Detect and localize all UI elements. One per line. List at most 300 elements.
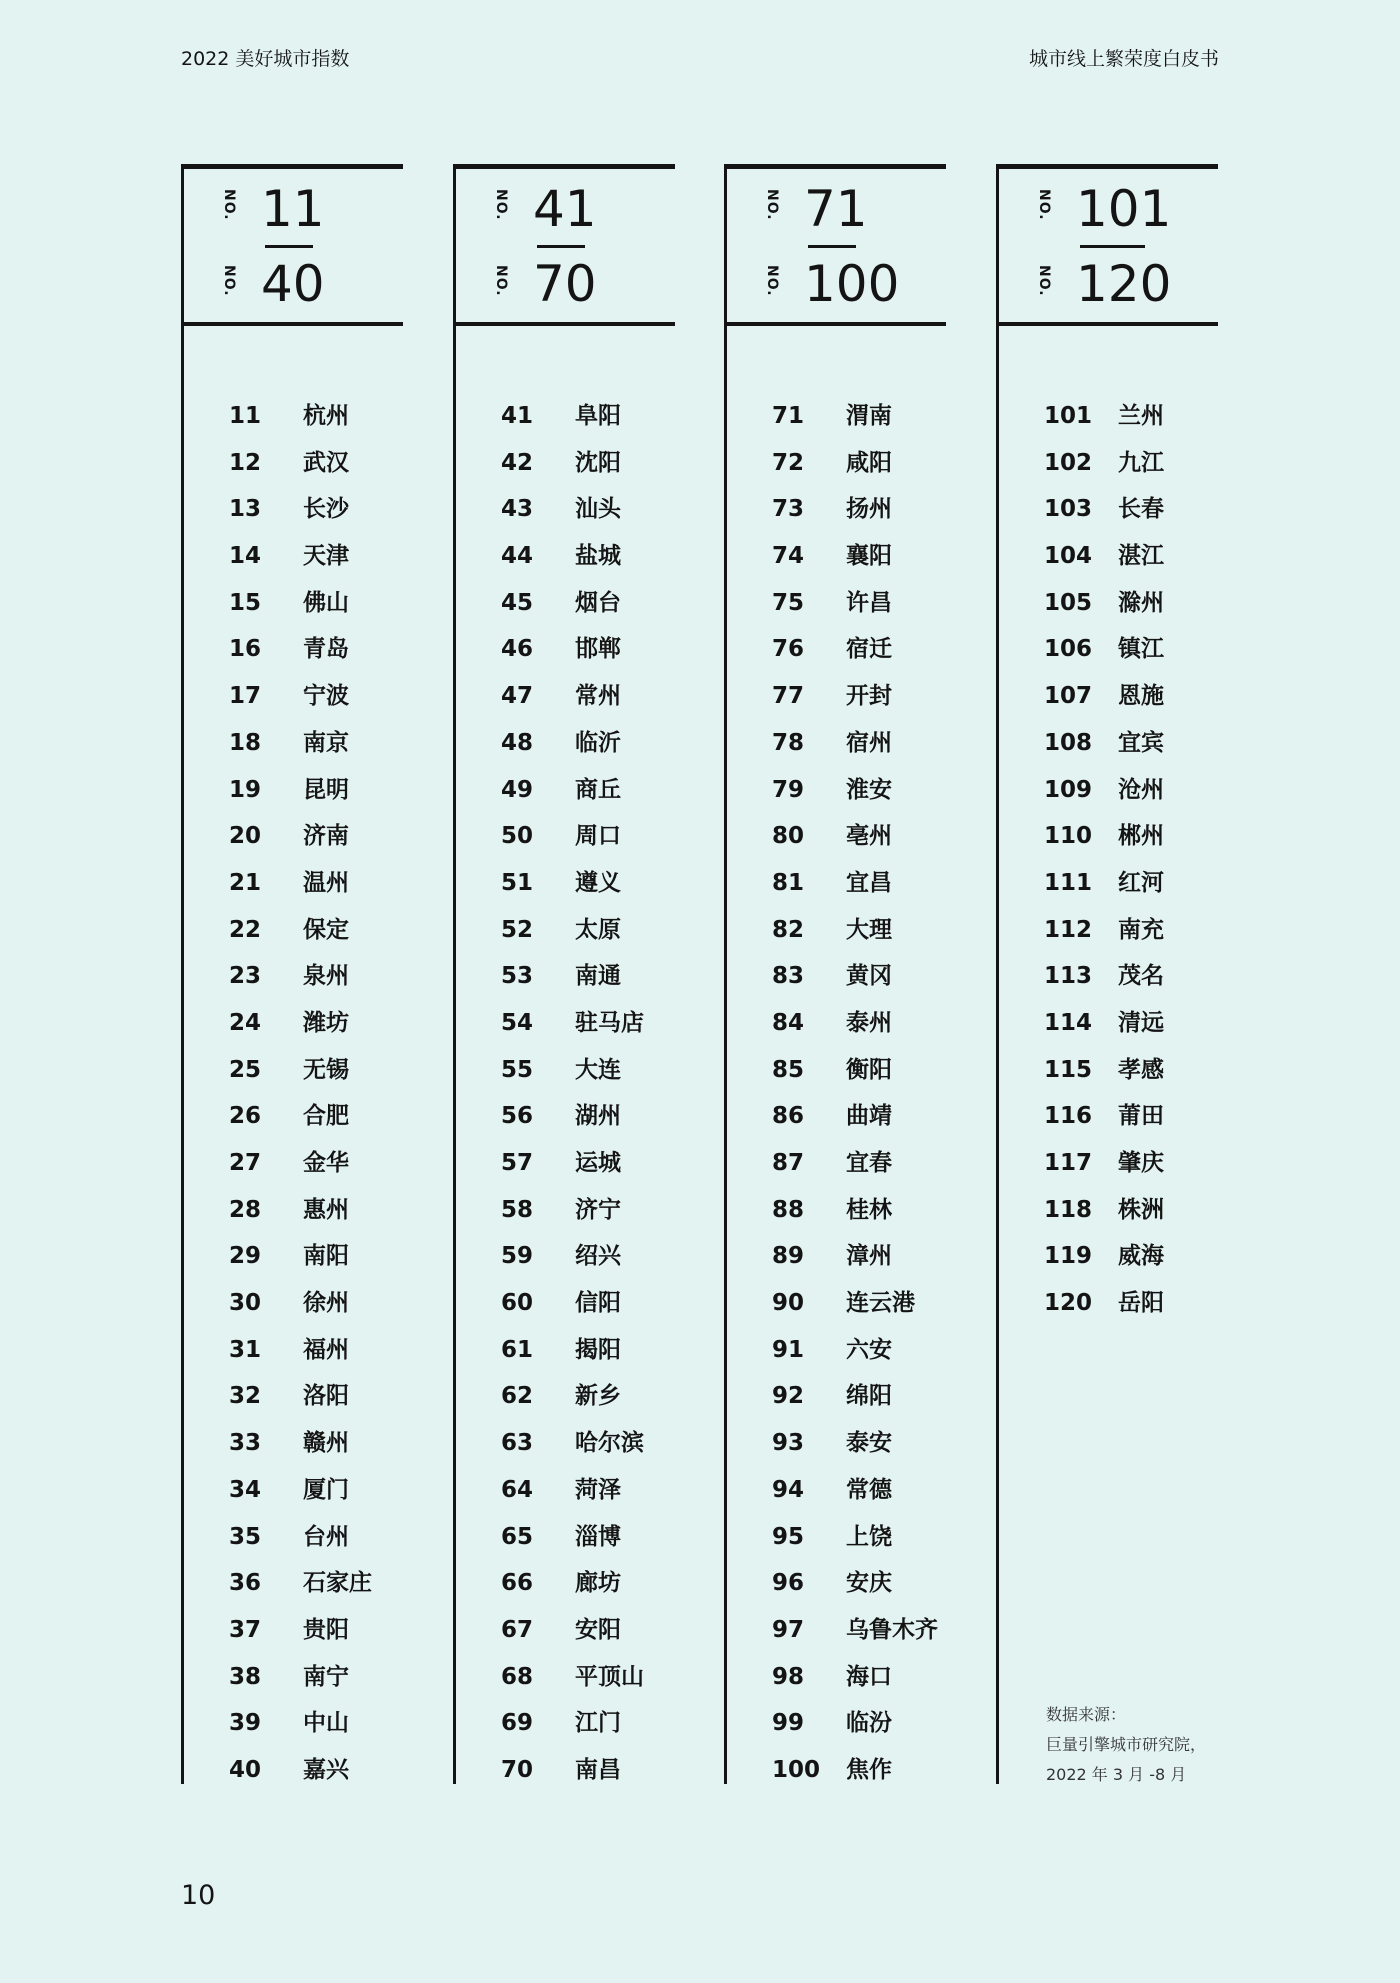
- rank-item: [772, 1654, 938, 1701]
- range-divider: [808, 245, 856, 248]
- city-name: 福州: [303, 1336, 349, 1363]
- rank-number: 64: [501, 1476, 534, 1503]
- rank-number: 74: [772, 543, 805, 570]
- rank-item: [229, 1514, 372, 1561]
- rank-item: [1044, 1140, 1164, 1187]
- city-name: 恩施: [1118, 683, 1164, 710]
- city-name: 绵阳: [846, 1383, 892, 1410]
- city-name: 泰安: [846, 1430, 892, 1457]
- rank-item: [229, 580, 372, 627]
- city-name: 贵阳: [303, 1616, 349, 1643]
- rank-number: 113: [1044, 963, 1093, 990]
- city-name: 石家庄: [303, 1570, 372, 1597]
- rank-number: 65: [501, 1523, 534, 1550]
- rank-item: [229, 953, 372, 1000]
- rank-item: [1044, 533, 1164, 580]
- range-divider: [265, 245, 313, 248]
- rank-item: [501, 1514, 644, 1561]
- rank-column: [724, 164, 946, 1784]
- rank-number: 114: [1044, 1009, 1093, 1036]
- rank-item: [229, 860, 372, 907]
- rank-item: [229, 1187, 372, 1234]
- city-name: 汕头: [575, 496, 621, 523]
- rank-item: [501, 1654, 644, 1701]
- city-name: 茂名: [1118, 963, 1164, 990]
- rank-number: 24: [229, 1009, 262, 1036]
- city-name: 滁州: [1118, 589, 1164, 616]
- rank-number: 21: [229, 869, 262, 896]
- city-name: 江门: [575, 1710, 621, 1737]
- city-name: 镇江: [1118, 636, 1164, 663]
- rank-number: 106: [1044, 636, 1093, 663]
- city-name: 泰州: [846, 1009, 892, 1036]
- city-name: 襄阳: [846, 543, 892, 570]
- city-name: 沧州: [1118, 776, 1164, 803]
- city-name: 清远: [1118, 1009, 1164, 1036]
- city-name: 邯郸: [575, 636, 621, 663]
- rank-number: 58: [501, 1196, 534, 1223]
- city-name: 九江: [1118, 449, 1164, 476]
- column-left-rule: [724, 164, 727, 1784]
- rank-item: [229, 907, 372, 954]
- rank-number: 50: [501, 823, 534, 850]
- rank-number: 119: [1044, 1243, 1093, 1270]
- city-name: 红河: [1118, 869, 1164, 896]
- city-name: 太原: [575, 916, 621, 943]
- rank-item: [229, 533, 372, 580]
- city-name: 宜昌: [846, 869, 892, 896]
- rank-item: [772, 1373, 938, 1420]
- rank-item: [229, 1140, 372, 1187]
- rank-item: [229, 1607, 372, 1654]
- header-left-title: 2022 美好城市指数: [181, 48, 350, 70]
- rank-number: 43: [501, 496, 534, 523]
- rank-number: 20: [229, 823, 262, 850]
- rank-item: [1044, 1047, 1164, 1094]
- city-name: 新乡: [575, 1383, 621, 1410]
- city-name: 漳州: [846, 1243, 892, 1270]
- rank-number: 89: [772, 1243, 805, 1270]
- city-name: 无锡: [303, 1056, 349, 1083]
- rank-number: 51: [501, 869, 534, 896]
- rank-item: [772, 1233, 938, 1280]
- city-name: 运城: [575, 1150, 621, 1176]
- rank-item: [772, 907, 938, 954]
- rank-number: 76: [772, 636, 805, 663]
- city-name: 厦门: [303, 1476, 349, 1503]
- city-name: 宁波: [303, 683, 349, 710]
- city-name: 开封: [846, 683, 892, 710]
- rank-number: 105: [1044, 589, 1093, 616]
- rank-number: 19: [229, 776, 262, 803]
- rank-column: [453, 164, 675, 1784]
- rank-number: 116: [1044, 1103, 1093, 1130]
- rank-item: [1044, 767, 1164, 814]
- rank-item: [1044, 1280, 1164, 1327]
- rank-number: 46: [501, 636, 534, 663]
- rank-item: [229, 1747, 372, 1794]
- rank-number: 66: [501, 1570, 534, 1597]
- rank-item: [772, 393, 938, 440]
- header-right-title: 城市线上繁荣度白皮书: [1028, 48, 1219, 70]
- rank-item: [1044, 720, 1164, 767]
- no-label: NO.: [1036, 265, 1052, 297]
- rank-item: [772, 1000, 938, 1047]
- rank-item: [229, 393, 372, 440]
- rank-number: 27: [229, 1150, 262, 1176]
- rank-item: [229, 767, 372, 814]
- rank-item: [229, 1000, 372, 1047]
- rank-number: 18: [229, 729, 262, 756]
- rank-number: 26: [229, 1103, 262, 1130]
- rank-list: [501, 393, 644, 1794]
- rank-item: [1044, 860, 1164, 907]
- rank-number: 47: [501, 683, 534, 710]
- rank-number: 88: [772, 1196, 805, 1223]
- rank-item: [501, 1607, 644, 1654]
- rank-number: 62: [501, 1383, 534, 1410]
- range-start: 71: [804, 180, 868, 238]
- rank-number: 39: [229, 1710, 262, 1737]
- no-label: NO.: [493, 265, 509, 297]
- rank-number: 71: [772, 403, 805, 429]
- data-source-note: [1046, 1700, 1206, 1790]
- rank-number: 92: [772, 1383, 805, 1410]
- rank-item: [772, 1327, 938, 1374]
- rank-item: [1044, 1233, 1164, 1280]
- city-name: 廊坊: [575, 1570, 621, 1597]
- rank-number: 80: [772, 823, 805, 850]
- range-end: 100: [804, 255, 900, 313]
- city-name: 常德: [846, 1476, 892, 1503]
- rank-number: 42: [501, 449, 534, 476]
- rank-item: [501, 1747, 644, 1794]
- no-label: NO.: [1036, 189, 1052, 221]
- rank-item: [501, 1467, 644, 1514]
- city-name: 宿州: [846, 729, 892, 756]
- rank-number: 56: [501, 1103, 534, 1130]
- city-name: 青岛: [303, 636, 349, 663]
- rank-item: [501, 1093, 644, 1140]
- rank-number: 118: [1044, 1196, 1093, 1223]
- city-name: 沈阳: [575, 449, 621, 476]
- city-name: 宜宾: [1118, 729, 1164, 756]
- rank-number: 79: [772, 776, 805, 803]
- city-name: 烟台: [575, 589, 621, 616]
- city-name: 菏泽: [575, 1476, 621, 1503]
- city-name: 大理: [846, 916, 892, 943]
- city-name: 湖州: [575, 1103, 621, 1130]
- rank-item: [229, 1327, 372, 1374]
- city-name: 周口: [575, 823, 621, 850]
- city-name: 乌鲁木齐: [846, 1616, 938, 1643]
- rank-number: 115: [1044, 1056, 1093, 1083]
- city-name: 黄冈: [846, 963, 892, 990]
- rank-number: 97: [772, 1616, 805, 1643]
- city-name: 安庆: [846, 1570, 892, 1597]
- rank-item: [1044, 673, 1164, 720]
- city-name: 莆田: [1118, 1103, 1164, 1130]
- city-name: 临沂: [575, 729, 621, 756]
- city-name: 六安: [846, 1336, 892, 1363]
- rank-item: [772, 953, 938, 1000]
- rank-item: [501, 1047, 644, 1094]
- range-start: 41: [533, 180, 597, 238]
- range-start: 11: [261, 180, 325, 238]
- rank-item: [1044, 486, 1164, 533]
- rank-number: 117: [1044, 1150, 1093, 1176]
- rank-number: 70: [501, 1756, 534, 1783]
- range-start: 101: [1076, 180, 1172, 238]
- rank-item: [501, 860, 644, 907]
- city-name: 长春: [1118, 496, 1164, 523]
- city-name: 连云港: [846, 1290, 915, 1317]
- rank-number: 13: [229, 496, 262, 523]
- city-name: 赣州: [303, 1430, 349, 1457]
- rank-item: [229, 1654, 372, 1701]
- rank-number: 94: [772, 1476, 805, 1503]
- rank-item: [501, 533, 644, 580]
- rank-item: [501, 907, 644, 954]
- column-header-rule: [453, 322, 675, 326]
- column-left-rule: [996, 164, 999, 1784]
- rank-item: [229, 1467, 372, 1514]
- rank-number: 98: [772, 1663, 805, 1690]
- city-name: 武汉: [303, 449, 349, 476]
- rank-number: 12: [229, 449, 262, 476]
- rank-item: [229, 1093, 372, 1140]
- rank-item: [501, 1280, 644, 1327]
- city-name: 焦作: [846, 1756, 892, 1783]
- rank-item: [772, 1420, 938, 1467]
- rank-number: 35: [229, 1523, 262, 1550]
- rank-number: 108: [1044, 729, 1093, 756]
- city-name: 遵义: [575, 869, 621, 896]
- rank-item: [501, 1233, 644, 1280]
- rank-item: [772, 673, 938, 720]
- rank-number: 75: [772, 589, 805, 616]
- rank-item: [501, 1373, 644, 1420]
- city-name: 常州: [575, 683, 621, 710]
- rank-item: [1044, 1187, 1164, 1234]
- rank-item: [772, 1560, 938, 1607]
- rank-number: 40: [229, 1756, 262, 1783]
- city-name: 南充: [1118, 916, 1164, 943]
- rank-item: [501, 673, 644, 720]
- city-name: 商丘: [575, 776, 621, 803]
- rank-number: 100: [772, 1756, 821, 1783]
- rank-number: 101: [1044, 403, 1093, 429]
- rank-number: 59: [501, 1243, 534, 1270]
- rank-number: 63: [501, 1430, 534, 1457]
- city-name: 曲靖: [846, 1103, 892, 1130]
- city-name: 渭南: [846, 403, 892, 429]
- source-label: 数据来源：: [1046, 1705, 1127, 1724]
- city-name: 长沙: [303, 496, 349, 523]
- rank-number: 110: [1044, 823, 1093, 850]
- rank-number: 109: [1044, 776, 1093, 803]
- city-name: 中山: [303, 1710, 349, 1737]
- city-name: 信阳: [575, 1290, 621, 1317]
- city-name: 许昌: [846, 589, 892, 616]
- no-label: NO.: [221, 189, 237, 221]
- rank-item: [229, 1233, 372, 1280]
- rank-number: 54: [501, 1009, 534, 1036]
- rank-item: [501, 720, 644, 767]
- rank-item: [501, 1327, 644, 1374]
- no-label: NO.: [493, 189, 509, 221]
- rank-item: [772, 533, 938, 580]
- rank-number: 93: [772, 1430, 805, 1457]
- rank-number: 61: [501, 1336, 534, 1363]
- city-name: 株洲: [1118, 1196, 1164, 1223]
- rank-number: 36: [229, 1570, 262, 1597]
- city-name: 郴州: [1118, 823, 1164, 850]
- rank-item: [1044, 953, 1164, 1000]
- rank-number: 69: [501, 1710, 534, 1737]
- rank-item: [772, 1093, 938, 1140]
- range-end: 40: [261, 255, 325, 313]
- city-name: 金华: [303, 1150, 349, 1176]
- rank-item: [229, 1280, 372, 1327]
- rank-number: 103: [1044, 496, 1093, 523]
- city-name: 亳州: [846, 823, 892, 850]
- range-end: 70: [533, 255, 597, 313]
- rank-number: 32: [229, 1383, 262, 1410]
- city-name: 盐城: [575, 543, 621, 570]
- rank-item: [772, 626, 938, 673]
- city-name: 台州: [303, 1523, 349, 1550]
- rank-number: 29: [229, 1243, 262, 1270]
- rank-number: 107: [1044, 683, 1093, 710]
- rank-item: [229, 813, 372, 860]
- rank-number: 83: [772, 963, 805, 990]
- rank-item: [1044, 440, 1164, 487]
- rank-item: [229, 720, 372, 767]
- rank-number: 60: [501, 1290, 534, 1317]
- rank-item: [229, 1420, 372, 1467]
- city-name: 阜阳: [575, 403, 621, 429]
- city-name: 威海: [1118, 1243, 1164, 1270]
- rank-item: [501, 486, 644, 533]
- rank-number: 67: [501, 1616, 534, 1643]
- rank-item: [1044, 1000, 1164, 1047]
- city-name: 淮安: [846, 776, 892, 803]
- rank-item: [501, 1700, 644, 1747]
- rank-item: [229, 486, 372, 533]
- rank-number: 86: [772, 1103, 805, 1130]
- column-header-rule: [996, 322, 1218, 326]
- rank-number: 84: [772, 1009, 805, 1036]
- rank-column: [996, 164, 1218, 1784]
- rank-number: 81: [772, 869, 805, 896]
- rank-number: 38: [229, 1663, 262, 1690]
- no-label: NO.: [764, 265, 780, 297]
- rank-number: 23: [229, 963, 262, 990]
- city-name: 潍坊: [303, 1009, 349, 1036]
- rank-item: [1044, 907, 1164, 954]
- column-header-rule: [724, 322, 946, 326]
- city-name: 合肥: [303, 1103, 349, 1130]
- city-name: 南昌: [575, 1756, 621, 1783]
- rank-item: [772, 860, 938, 907]
- source-org: 巨量引擎城市研究院，: [1046, 1735, 1207, 1754]
- city-name: 揭阳: [575, 1336, 621, 1363]
- city-name: 孝感: [1118, 1056, 1164, 1083]
- city-name: 南宁: [303, 1663, 349, 1690]
- rank-number: 104: [1044, 543, 1093, 570]
- rank-number: 45: [501, 589, 534, 616]
- city-name: 哈尔滨: [575, 1430, 644, 1457]
- city-name: 临汾: [846, 1710, 892, 1737]
- rank-item: [772, 767, 938, 814]
- rank-item: [229, 1373, 372, 1420]
- city-name: 泉州: [303, 963, 349, 990]
- range-divider: [537, 245, 585, 248]
- column-header-rule: [181, 322, 403, 326]
- rank-number: 112: [1044, 916, 1093, 943]
- rank-number: 55: [501, 1056, 534, 1083]
- city-name: 惠州: [303, 1196, 349, 1223]
- rank-number: 37: [229, 1616, 262, 1643]
- rank-item: [772, 580, 938, 627]
- rank-number: 82: [772, 916, 805, 943]
- rank-item: [772, 1280, 938, 1327]
- rank-item: [772, 720, 938, 767]
- rank-number: 41: [501, 403, 534, 429]
- rank-item: [229, 1047, 372, 1094]
- city-name: 大连: [575, 1056, 621, 1083]
- rank-item: [501, 393, 644, 440]
- city-name: 洛阳: [303, 1383, 349, 1410]
- rank-item: [1044, 580, 1164, 627]
- column-top-rule: [181, 164, 403, 169]
- rank-list: [772, 393, 938, 1794]
- rank-item: [229, 1560, 372, 1607]
- rank-list: [229, 393, 372, 1794]
- rank-number: 31: [229, 1336, 262, 1363]
- city-name: 昆明: [303, 776, 349, 803]
- city-name: 衡阳: [846, 1056, 892, 1083]
- rank-item: [501, 580, 644, 627]
- rank-number: 72: [772, 449, 805, 476]
- rank-number: 95: [772, 1523, 805, 1550]
- column-top-rule: [996, 164, 1218, 169]
- rank-number: 87: [772, 1150, 805, 1176]
- rank-number: 30: [229, 1290, 262, 1317]
- city-name: 桂林: [846, 1196, 892, 1223]
- rank-item: [229, 1700, 372, 1747]
- city-name: 佛山: [303, 589, 349, 616]
- rank-item: [772, 440, 938, 487]
- rank-number: 68: [501, 1663, 534, 1690]
- city-name: 肇庆: [1118, 1150, 1164, 1176]
- city-name: 济南: [303, 823, 349, 850]
- city-name: 平顶山: [575, 1663, 644, 1690]
- no-label: NO.: [764, 189, 780, 221]
- city-name: 南京: [303, 729, 349, 756]
- city-name: 天津: [303, 543, 349, 570]
- rank-number: 73: [772, 496, 805, 523]
- city-name: 南通: [575, 963, 621, 990]
- page-number: 10: [181, 1880, 216, 1911]
- no-label: NO.: [221, 265, 237, 297]
- rank-item: [229, 626, 372, 673]
- rank-item: [1044, 626, 1164, 673]
- rank-column: [181, 164, 403, 1784]
- city-name: 海口: [846, 1663, 892, 1690]
- rank-item: [772, 1607, 938, 1654]
